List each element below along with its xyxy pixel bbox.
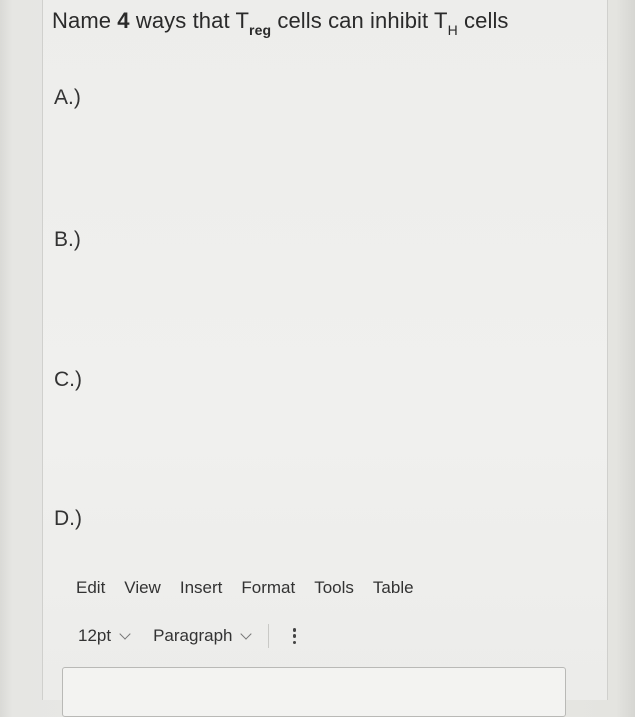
answer-label-b: B.) (54, 228, 81, 251)
question-text (52, 8, 509, 38)
chevron-down-icon (119, 628, 130, 639)
font-size-value: 12pt (78, 626, 112, 645)
answer-label-a: A.) (54, 86, 81, 109)
menu-edit[interactable]: Edit (76, 578, 106, 597)
question-count: 4 (117, 8, 130, 33)
block-format-value: Paragraph (153, 626, 233, 645)
question-after-treg: cells can inhibit T (271, 8, 448, 33)
font-size-dropdown[interactable] (78, 626, 129, 646)
block-format-dropdown[interactable] (153, 626, 250, 646)
answer-label-c: C.) (54, 368, 82, 391)
toolbar-divider (268, 624, 269, 648)
question-prefix: Name (52, 8, 118, 33)
menu-tools[interactable]: Tools (314, 578, 354, 597)
menu-table[interactable]: Table (372, 578, 414, 597)
menu-insert[interactable]: Insert (179, 578, 223, 597)
question-middle: ways that T (129, 8, 250, 33)
th-subscript: H (447, 22, 458, 38)
question-suffix: cells (457, 8, 509, 33)
editor-menubar (76, 578, 433, 598)
treg-subscript: reg (249, 22, 272, 38)
menu-view[interactable]: View (124, 578, 161, 597)
editor-toolbar (78, 624, 297, 648)
answer-label-d: D.) (54, 507, 82, 530)
chevron-down-icon (241, 628, 252, 639)
kebab-icon[interactable] (291, 628, 297, 644)
answer-editor-area[interactable] (62, 667, 566, 717)
menu-format[interactable]: Format (241, 578, 296, 597)
